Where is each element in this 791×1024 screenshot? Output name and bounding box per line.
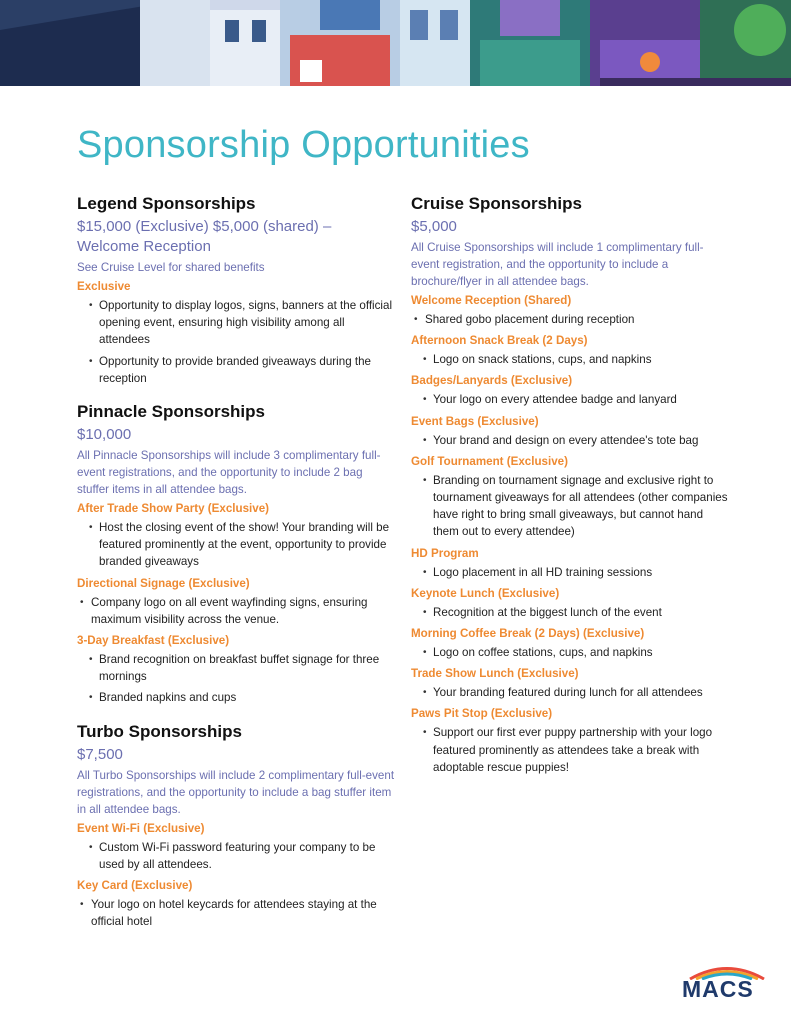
benefit-label: Key Card (Exclusive) [77, 879, 193, 893]
benefit-label: After Trade Show Party (Exclusive) [77, 502, 270, 516]
list-item: • Branding on tournament signage and exclusive right to tournament giveaways for all attendees (other companies have right to bring small giveaways, but cannot hand them out to every attendee) [411, 472, 729, 541]
list-item: • Custom Wi-Fi password featuring your company to be used by all attendees. [77, 839, 395, 873]
cruise-title: Cruise Sponsorships [411, 194, 582, 213]
list-item: • Logo on snack stations, cups, and napkins [411, 351, 729, 368]
legend-label: Exclusive [77, 280, 131, 293]
list-item: • Branded napkins and cups [77, 689, 395, 706]
benefit-label: Golf Tournament (Exclusive) [411, 454, 568, 468]
benefit-label: Trade Show Lunch (Exclusive) [411, 667, 579, 681]
list-item: • Logo placement in all HD training sessions [411, 564, 729, 581]
list-item: • Recognition at the biggest lunch of the event [411, 604, 729, 621]
benefit-label: Morning Coffee Break (2 Days) (Exclusive) [411, 627, 645, 641]
pinnacle-title: Pinnacle Sponsorships [77, 402, 265, 422]
list-item: • Shared gobo placement during reception [411, 311, 729, 328]
list-item: • Your branding featured during lunch for all attendees [411, 684, 729, 701]
benefit-label: Paws Pit Stop (Exclusive) [411, 707, 553, 721]
turbo-title: Turbo Sponsorships [77, 721, 242, 741]
benefit-label: Directional Signage (Exclusive) [77, 576, 250, 590]
list-item: • Your logo on hotel keycards for attendees staying at the official hotel [77, 896, 395, 930]
cruise-section [411, 193, 729, 776]
turbo-note: All Turbo Sponsorships will include 2 complimentary full-event registrations, and the opportunity to include a bag stuffer item in all attendee bags. [77, 768, 395, 816]
header-illustration [0, 0, 791, 86]
pinnacle-section [77, 401, 395, 707]
legend-title: Legend Sponsorships [77, 194, 256, 213]
list-item: • Company logo on all event wayfinding signs, ensuring maximum visibility across the venue. [77, 594, 395, 628]
benefit-label: HD Program [411, 546, 479, 560]
benefit-label: 3-Day Breakfast (Exclusive) [77, 634, 230, 648]
benefit-label: Event Wi-Fi (Exclusive) [77, 821, 205, 835]
right-column [411, 193, 729, 784]
legend-section [77, 193, 395, 387]
benefit-label: Event Bags (Exclusive) [411, 414, 539, 428]
benefit-label: Afternoon Snack Break (2 Days) [411, 334, 588, 348]
cruise-note: All Cruise Sponsorships will include 1 complimentary full-event registration, and the opportunity to include a brochure/flyer in all attendee bags. [411, 241, 704, 288]
list-item: • Logo on coffee stations, cups, and napkins [411, 644, 729, 661]
cruise-price: $5,000 [411, 218, 457, 235]
list-item: • Your logo on every attendee badge and lanyard [411, 391, 729, 408]
list-item: • Your brand and design on every attendee's tote bag [411, 432, 729, 449]
legend-note: See Cruise Level for shared benefits [77, 261, 265, 274]
list-item: • Brand recognition on breakfast buffet signage for three mornings [77, 651, 395, 685]
macs-logo [682, 962, 772, 1002]
benefit-label: Welcome Reception (Shared) [411, 294, 572, 307]
pinnacle-price: $10,000 [77, 426, 132, 444]
list-item: • Opportunity to provide branded giveaways during the reception [77, 353, 395, 387]
turbo-section [77, 721, 395, 931]
turbo-price: $7,500 [77, 745, 123, 763]
page-title: Sponsorship Opportunities [77, 124, 530, 166]
legend-price: $15,000 (Exclusive) $5,000 (shared) – Welcome Reception [77, 218, 332, 255]
benefit-label: Keynote Lunch (Exclusive) [411, 586, 560, 600]
list-item: • Host the closing event of the show! Your branding will be featured prominently at the event, opportunity to provide branded giveaways [77, 519, 395, 571]
pinnacle-note: All Pinnacle Sponsorships will include 3 complimentary full-event registrations, and the opportunity to include 2 bag stuffer items in all attendee bags. [77, 449, 381, 497]
list-item: • Opportunity to display logos, signs, banners at the official opening event, ensuring high visibility among all attendees [77, 297, 395, 349]
benefit-label: Badges/Lanyards (Exclusive) [411, 374, 573, 388]
left-column [77, 193, 395, 938]
list-item: • Support our first ever puppy partnership with your logo featured prominently as attendees take a break with adoptable rescue puppies! [411, 724, 729, 776]
logo-text: MACS [682, 976, 754, 1002]
